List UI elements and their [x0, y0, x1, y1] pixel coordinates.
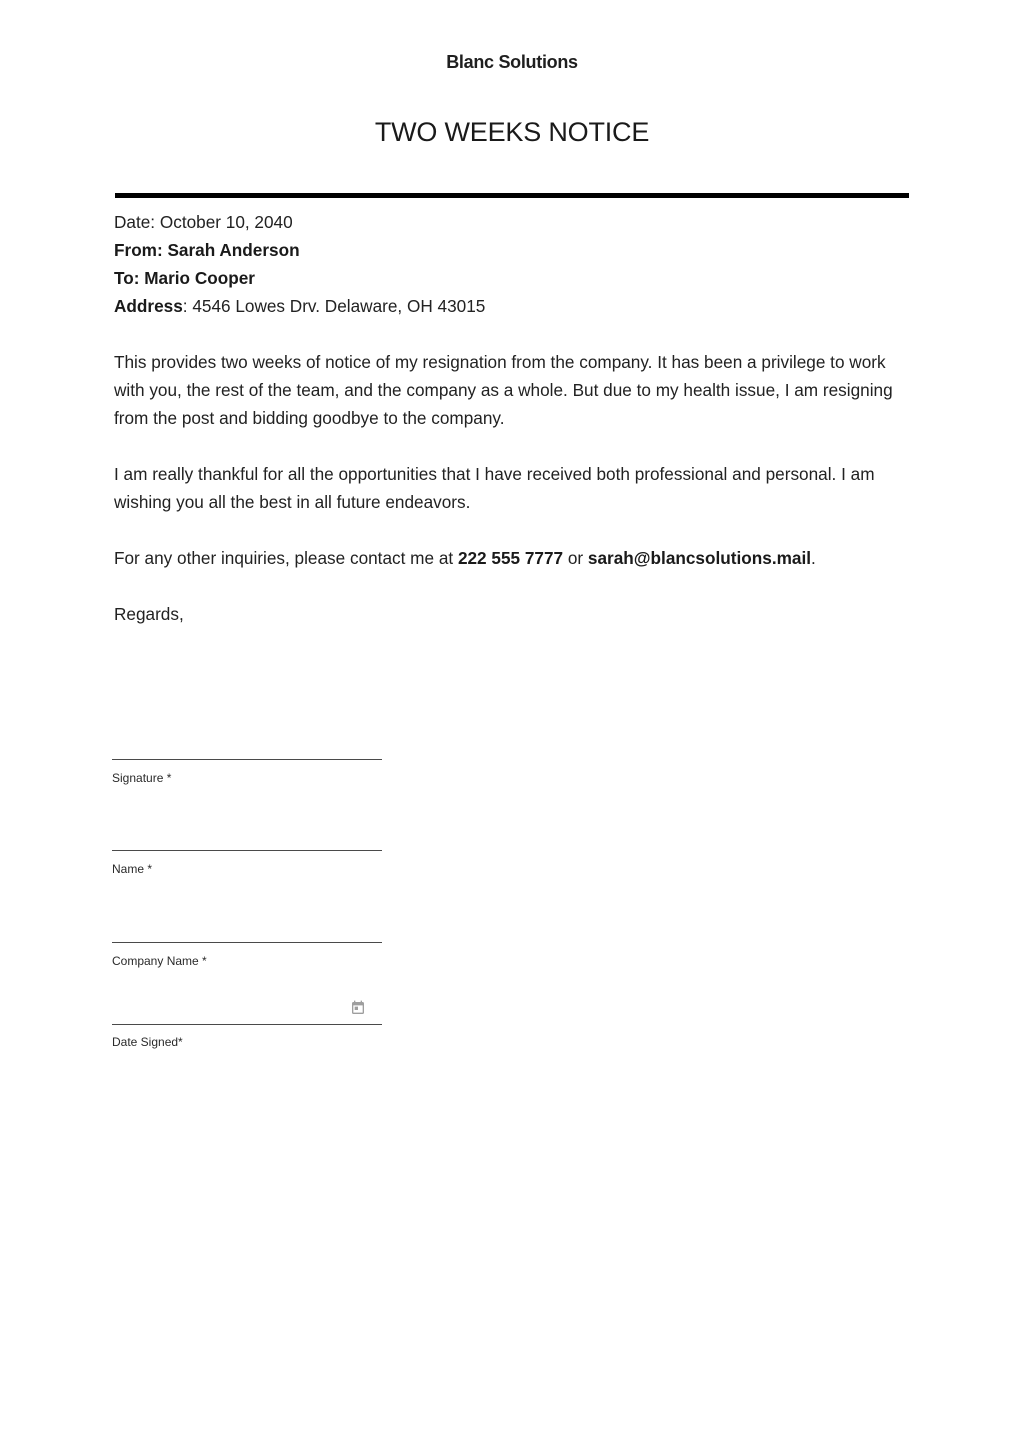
- contact-email: sarah@blancsolutions.mail: [587, 548, 811, 568]
- name-label: Name *: [112, 862, 153, 876]
- paragraph-1: This provides two weeks of notice of my resignation from the company. It has been a privilege to work with you, the rest of the team, and the company as a whole. But due to my health issue, I am resigning from the post and bidding goodbye to the company.: [114, 352, 893, 428]
- calendar-icon[interactable]: [350, 1000, 366, 1016]
- date-signed-underline: [112, 1024, 382, 1025]
- name-underline: [112, 850, 382, 851]
- contact-or: or: [563, 548, 588, 568]
- company-name-underline: [112, 942, 382, 943]
- document-title: TWO WEEKS NOTICE: [374, 117, 650, 147]
- address-value: : 4546 Lowes Drv. Delaware, OH 43015: [182, 296, 486, 316]
- date-line: Date: October 10, 2040: [114, 212, 293, 232]
- name-field[interactable]: [112, 800, 382, 882]
- signature-underline: [112, 759, 382, 760]
- contact-line: [114, 544, 914, 572]
- address-label: Address: [114, 296, 183, 316]
- paragraph-2: I am really thankful for all the opportunities that I have received both professional and personal. I am wishing you all the best in all future endeavors.: [114, 464, 875, 512]
- company-name-field[interactable]: [112, 890, 382, 974]
- to-line: To: Mario Cooper: [114, 268, 255, 288]
- title-divider: [115, 193, 909, 198]
- signature-field[interactable]: [112, 700, 382, 790]
- date-signed-label: Date Signed*: [112, 1035, 183, 1049]
- from-line: From: Sarah Anderson: [114, 240, 300, 260]
- contact-prefix: For any other inquiries, please contact me at: [114, 548, 458, 568]
- letter-body: [114, 208, 914, 628]
- contact-phone: 222 555 7777: [457, 548, 564, 568]
- signature-label: Signature *: [112, 771, 172, 785]
- date-signed-field[interactable]: [112, 985, 382, 1055]
- contact-suffix: .: [811, 548, 816, 568]
- company-name-label: Company Name *: [112, 954, 207, 968]
- company-name: Blanc Solutions: [446, 52, 578, 72]
- closing-line: Regards,: [114, 604, 184, 624]
- address-line: [114, 292, 914, 320]
